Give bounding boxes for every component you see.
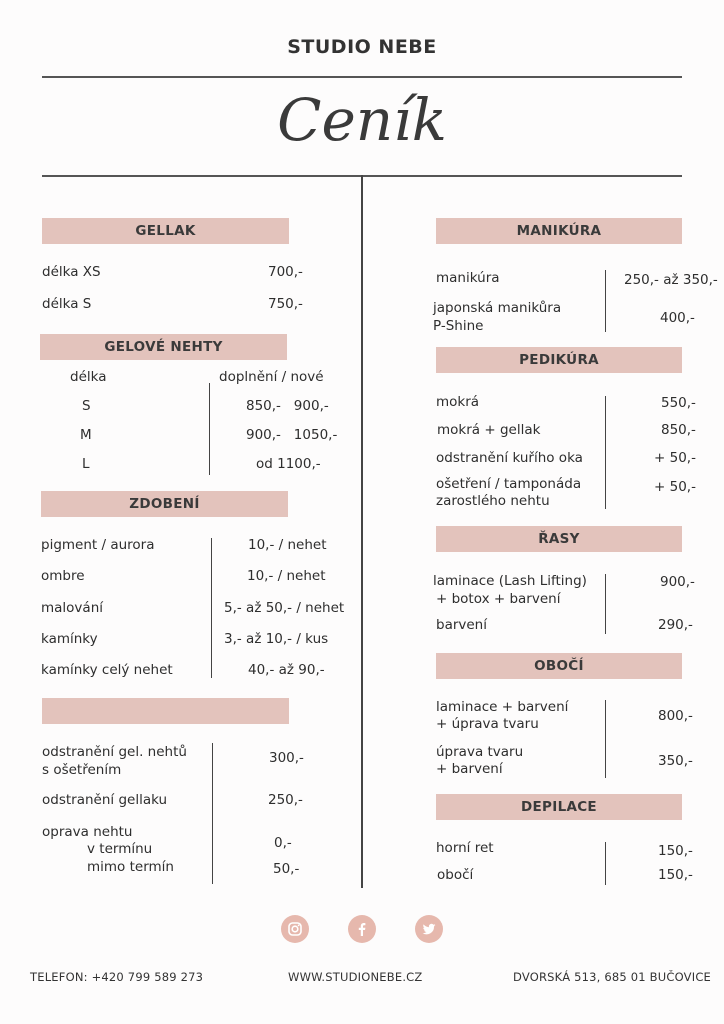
price-item-label: horní ret xyxy=(436,840,494,856)
price-item-label: mokrá xyxy=(436,394,480,410)
price-item-value: 250,- xyxy=(268,792,303,808)
size-label: M xyxy=(80,427,92,443)
price-item-label: kamínky xyxy=(41,631,98,647)
price-item-label: malování xyxy=(41,600,104,616)
divider xyxy=(211,538,212,678)
price-item-value: 10,- / nehet xyxy=(247,568,326,584)
divider xyxy=(605,842,606,885)
price-item-value: 5,- až 50,- / nehet xyxy=(224,600,345,616)
footer-website[interactable]: WWW.STUDIONEBE.CZ xyxy=(288,970,423,984)
price-item-value: 3,- až 10,- / kus xyxy=(224,631,329,647)
price-item-label: obočí xyxy=(437,867,474,883)
price-item-label: barvení xyxy=(436,617,487,633)
price-item-label: mimo termín xyxy=(87,859,174,875)
divider xyxy=(605,270,606,332)
section-heading-depilace: DEPILACE xyxy=(436,794,682,820)
divider xyxy=(605,396,606,509)
price-item-label: odstranění kuřího oka xyxy=(436,450,583,466)
section-heading-pedikura: PEDIKÚRA xyxy=(436,347,682,373)
price-item-value: 50,- xyxy=(273,861,300,877)
section-heading-rasy: ŘASY xyxy=(436,526,682,552)
price-item-value: 850,- xyxy=(661,422,696,438)
price-item-value: 900,- 1050,- xyxy=(246,427,338,443)
price-item-label: ombre xyxy=(41,568,85,584)
price-item-label: oprava nehtu xyxy=(42,824,133,840)
facebook-glyph xyxy=(354,921,370,937)
top-divider xyxy=(42,76,682,78)
footer-phone: TELEFON: +420 799 589 273 xyxy=(30,970,204,984)
twitter-icon[interactable] xyxy=(415,915,443,943)
section-heading-zdobeni: ZDOBENÍ xyxy=(41,491,288,517)
price-item-label: pigment / aurora xyxy=(41,537,155,553)
price-item-label: P-Shine xyxy=(433,318,484,334)
price-item-label: zarostlého nehtu xyxy=(436,493,550,509)
column-divider xyxy=(361,175,363,888)
section-heading-gelove-nehty: GELOVÉ NEHTY xyxy=(40,334,287,360)
divider xyxy=(212,743,213,884)
price-item-value: 800,- xyxy=(658,708,693,724)
price-item-label: + botox + barvení xyxy=(436,591,561,607)
price-item-value: 400,- xyxy=(660,310,695,326)
price-item-label: délka S xyxy=(42,296,92,312)
divider xyxy=(605,574,606,634)
size-label: L xyxy=(82,456,90,472)
size-label: S xyxy=(82,398,91,414)
price-item-label: laminace + barvení xyxy=(436,699,569,715)
price-item-value: 150,- xyxy=(658,843,693,859)
price-item-value: 250,- až 350,- xyxy=(624,272,718,288)
divider xyxy=(605,700,606,778)
price-item-value: 290,- xyxy=(658,617,693,633)
price-item-label: s ošetřením xyxy=(42,762,122,778)
price-item-label: v termínu xyxy=(87,841,153,857)
facebook-icon[interactable] xyxy=(348,915,376,943)
price-item-label: + barvení xyxy=(436,761,503,777)
price-item-label: délka XS xyxy=(42,264,101,280)
price-item-value: 10,- / nehet xyxy=(248,537,327,553)
section-heading-gellak: GELLAK xyxy=(42,218,289,244)
price-item-value: 40,- až 90,- xyxy=(248,662,325,678)
instagram-icon[interactable] xyxy=(281,915,309,943)
section-heading-manikura: MANIKÚRA xyxy=(436,218,682,244)
instagram-glyph xyxy=(287,921,303,937)
page-title: Ceník xyxy=(277,86,447,154)
price-item-value: + 50,- xyxy=(654,479,696,495)
column-label-price: doplnění / nové xyxy=(219,369,324,385)
price-item-label: + úprava tvaru xyxy=(436,716,539,732)
price-item-value: od 1100,- xyxy=(256,456,321,472)
price-item-value: + 50,- xyxy=(654,450,696,466)
section-heading-oboci: OBOČÍ xyxy=(436,653,682,679)
price-item-value: 0,- xyxy=(274,835,292,851)
price-item-value: 350,- xyxy=(658,753,693,769)
price-item-value: 850,- 900,- xyxy=(246,398,329,414)
price-item-label: kamínky celý nehet xyxy=(41,662,173,678)
price-item-label: úprava tvaru xyxy=(436,744,524,760)
price-item-label: odstranění gellaku xyxy=(42,792,168,808)
price-item-value: 700,- xyxy=(268,264,303,280)
price-item-label: ošetření / tamponáda xyxy=(436,476,582,492)
price-item-value: 750,- xyxy=(268,296,303,312)
price-item-value: 900,- xyxy=(660,574,695,590)
price-item-label: laminace (Lash Lifting) xyxy=(433,573,587,589)
price-item-value: 550,- xyxy=(661,395,696,411)
brand-name: STUDIO NEBE xyxy=(287,36,437,58)
price-item-label: japonská manikůra xyxy=(433,300,562,316)
divider xyxy=(209,383,210,475)
price-item-label: manikúra xyxy=(436,270,500,286)
section-heading-empty xyxy=(42,698,289,724)
column-label-length: délka xyxy=(70,369,107,385)
price-item-value: 150,- xyxy=(658,867,693,883)
price-item-value: 300,- xyxy=(269,750,304,766)
footer-address: DVORSKÁ 513, 685 01 BUČOVICE xyxy=(513,970,712,984)
price-item-label: odstranění gel. nehtů xyxy=(42,744,187,760)
twitter-glyph xyxy=(421,921,437,937)
price-item-label: mokrá + gellak xyxy=(437,422,541,438)
